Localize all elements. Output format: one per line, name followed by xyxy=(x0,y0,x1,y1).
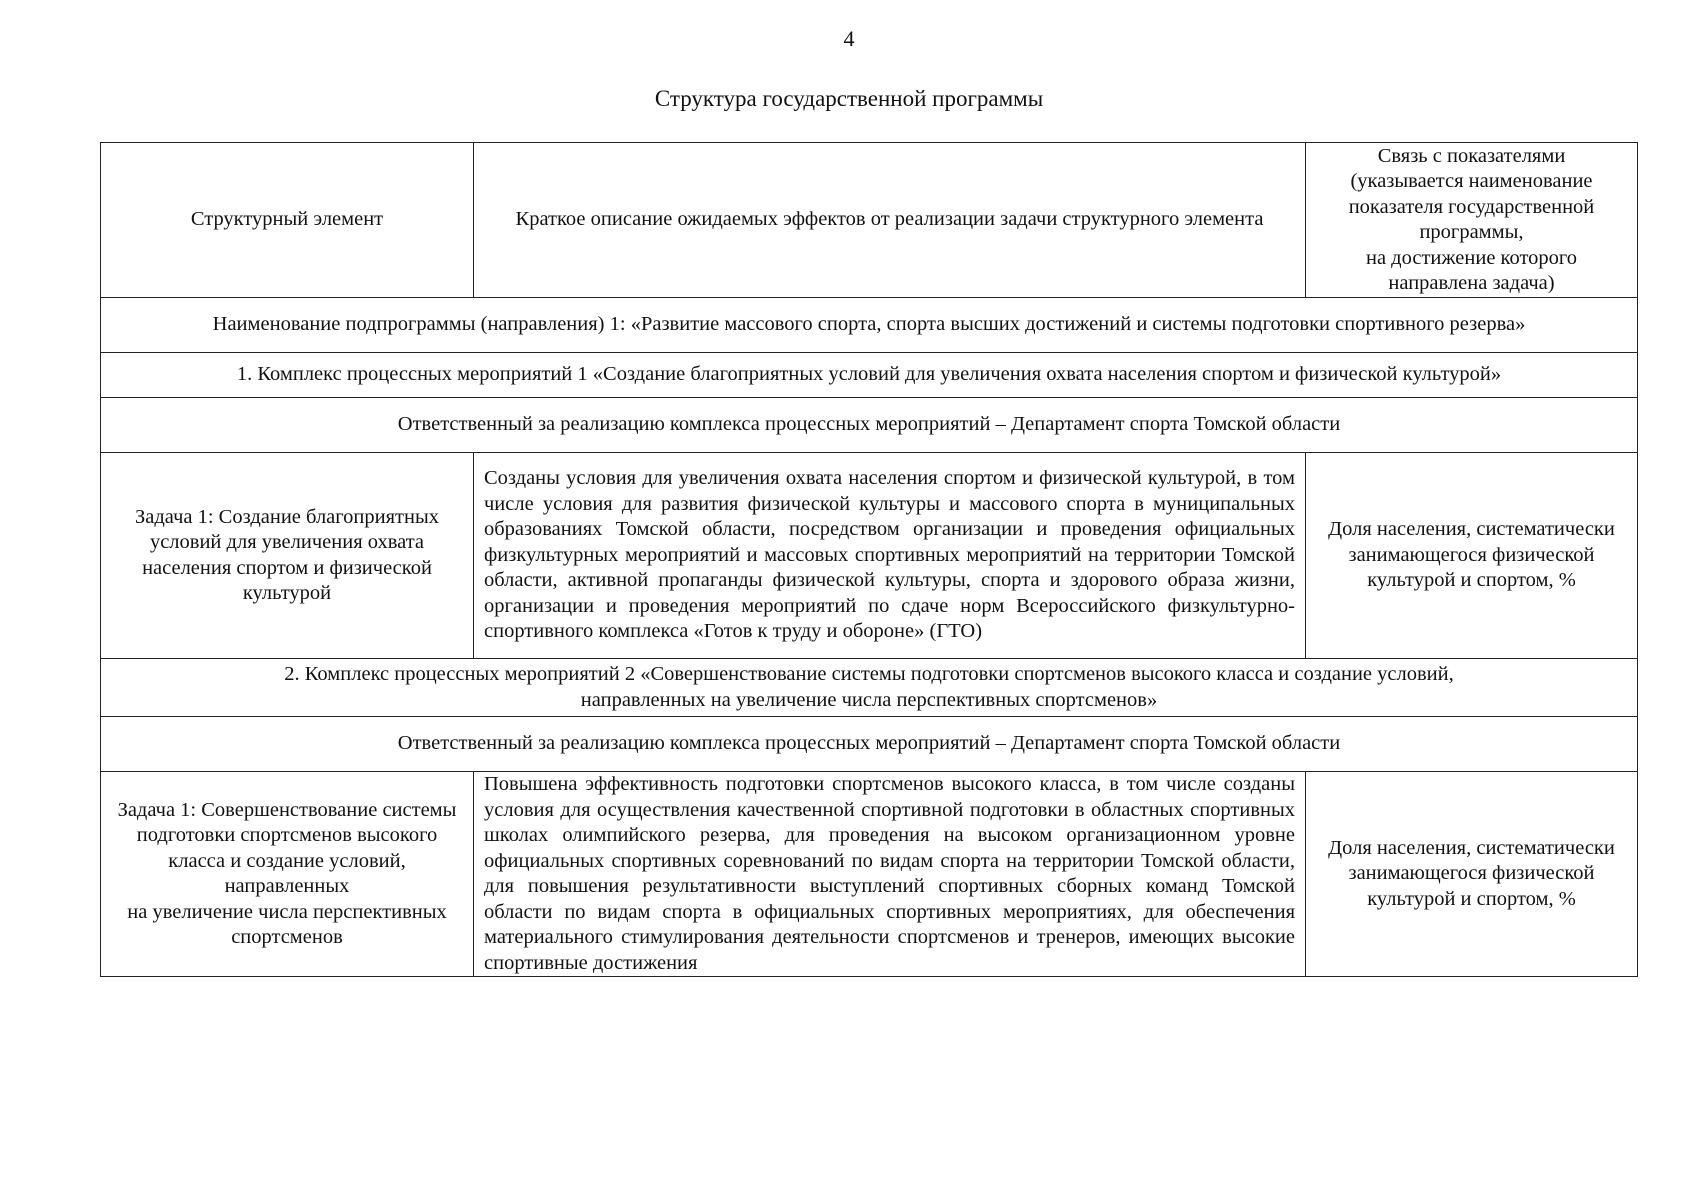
task-2-indicator: Доля населения, систематически занимающегося физической культурой и спортом, % xyxy=(1306,772,1638,977)
complex-1-responsible: Ответственный за реализацию комплекса процессных мероприятий – Департамент спорта Томской области xyxy=(101,398,1638,453)
complex-1-responsible-row xyxy=(101,398,1638,453)
complex-2-responsible: Ответственный за реализацию комплекса процессных мероприятий – Департамент спорта Томской области xyxy=(101,717,1638,772)
header-indicator-link: Связь с показателями (указывается наименование показателя государственной программы, на достижение которого направлена задача) xyxy=(1306,143,1638,298)
header-effects-description: Краткое описание ожидаемых эффектов от реализации задачи структурного элемента xyxy=(474,143,1306,298)
complex-2-row xyxy=(101,659,1638,717)
complex-2-title: 2. Комплекс процессных мероприятий 2 «Совершенствование системы подготовки спортсменов высокого класса и создание условий, направленных на увеличение числа перспективных спортсменов» xyxy=(101,659,1638,717)
subprogram-title: Наименование подпрограммы (направления) 1: «Развитие массового спорта, спорта высших достижений и системы подготовки спортивного резерва» xyxy=(101,298,1638,353)
header-structural-element: Структурный элемент xyxy=(101,143,474,298)
page-number: 4 xyxy=(843,26,855,51)
table-row xyxy=(101,453,1638,659)
task-2-element: Задача 1: Совершенствование системы подготовки спортсменов высокого класса и создание условий, направленных на увеличение числа перспективных спортсменов xyxy=(101,772,474,977)
table-header-row xyxy=(101,143,1638,298)
task-1-indicator: Доля населения, систематически занимающегося физической культурой и спортом, % xyxy=(1306,453,1638,659)
complex-1-title: 1. Комплекс процессных мероприятий 1 «Создание благоприятных условий для увеличения охвата населения спортом и физической культурой» xyxy=(101,353,1638,398)
task-1-element: Задача 1: Создание благоприятных условий для увеличения охвата населения спортом и физической культурой xyxy=(101,453,474,659)
structure-table xyxy=(100,142,1638,977)
table-row xyxy=(101,772,1638,977)
task-1-description: Созданы условия для увеличения охвата населения спортом и физической культурой, в том числе условия для развития физической культуры и массового спорта в муниципальных образованиях Томской области, посредством организации и проведения официальных физкультурных мероприятий и массовых спортивных мероприятий на территории Томской области, активной пропаганды физической культуры, спорта и здорового образа жизни, организации и проведения мероприятий по сдаче норм Всероссийского физкультурно-спортивного комплекса «Готов к труду и обороне» (ГТО) xyxy=(474,453,1306,659)
task-2-description: Повышена эффективность подготовки спортсменов высокого класса, в том числе созданы условия для осуществления качественной спортивной подготовки в областных спортивных школах олимпийского резерва, для проведения на высоком организационном уровне официальных спортивных соревнований по видам спорта на территории Томской области, для повышения результативности выступлений спортивных сборных команд Томской области по видам спорта в официальных спортивных мероприятиях, для обеспечения материального стимулирования деятельности спортсменов и тренеров, имеющих высокие спортивные достижения xyxy=(474,772,1306,977)
document-title: Структура государственной программы xyxy=(654,86,1044,111)
complex-2-responsible-row xyxy=(101,717,1638,772)
complex-1-row xyxy=(101,353,1638,398)
subprogram-row xyxy=(101,298,1638,353)
